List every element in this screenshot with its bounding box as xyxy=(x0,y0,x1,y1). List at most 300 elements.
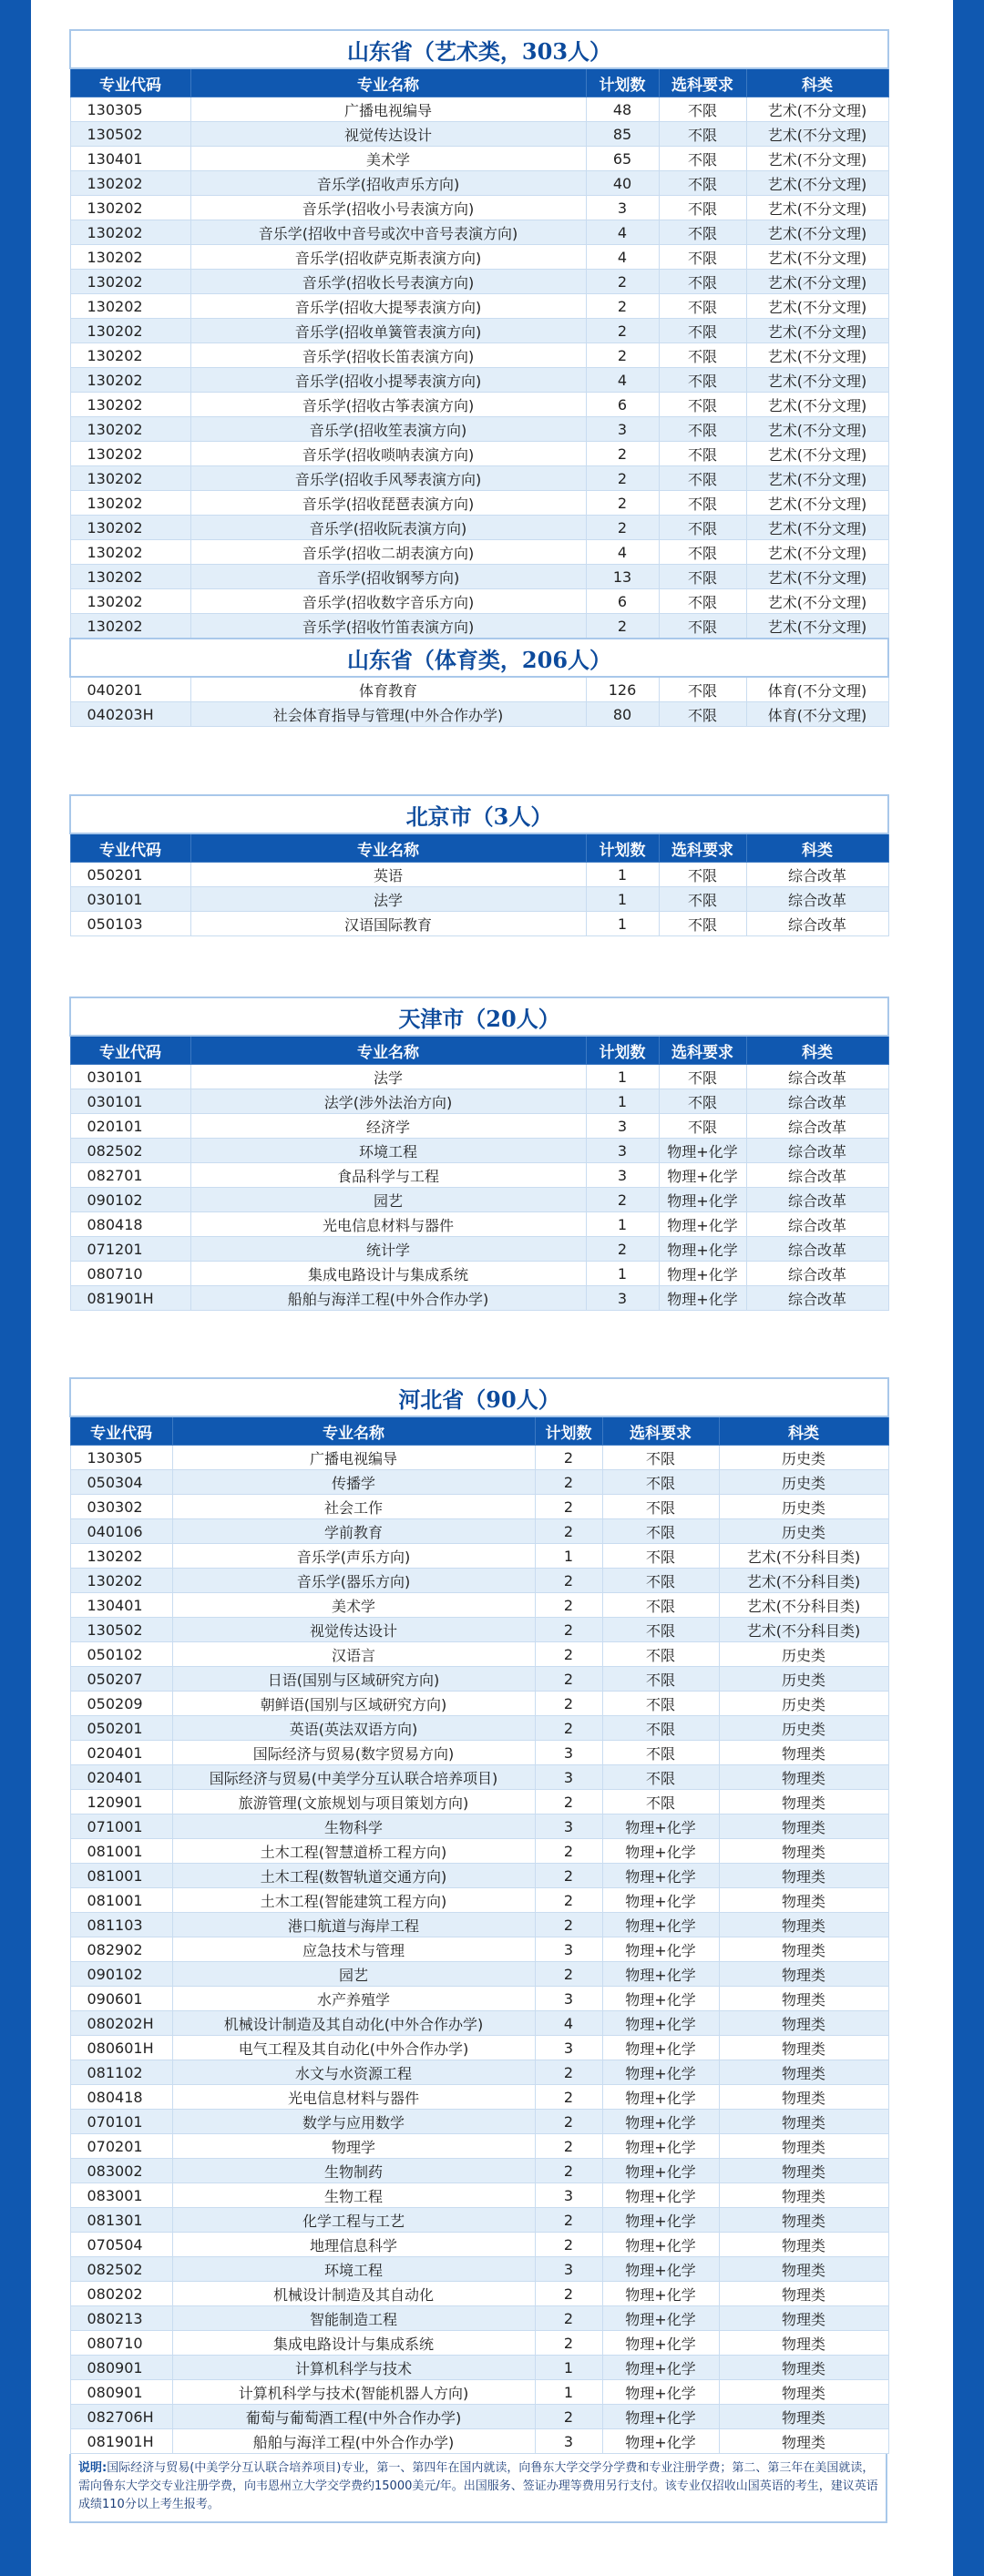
cell-code: 050209 xyxy=(70,1692,172,1716)
cell-req: 不限 xyxy=(659,863,746,887)
cell-plan: 2 xyxy=(535,2282,602,2306)
cell-req: 不限 xyxy=(659,1114,746,1139)
cell-cat: 综合改革 xyxy=(746,1188,888,1212)
header-req: 选科要求 xyxy=(659,833,746,863)
table-row xyxy=(70,1212,888,1237)
cell-code: 082502 xyxy=(70,2257,172,2282)
cell-req: 物理+化学 xyxy=(659,1139,746,1163)
cell-code: 130202 xyxy=(70,540,190,565)
cell-plan: 2 xyxy=(535,2060,602,2085)
cell-req: 物理+化学 xyxy=(602,2060,719,2085)
cell-plan: 2 xyxy=(586,1237,659,1262)
cell-name: 土木工程(智慧道桥工程方向) xyxy=(172,1839,535,1864)
cell-code: 130202 xyxy=(70,319,190,343)
cell-code: 020101 xyxy=(70,1114,190,1139)
cell-plan: 3 xyxy=(535,1987,602,2011)
cell-code: 080901 xyxy=(70,2356,172,2380)
cell-code: 080202 xyxy=(70,2282,172,2306)
header-code: 专业代码 xyxy=(70,68,190,97)
header-req: 选科要求 xyxy=(659,68,746,97)
cell-req: 不限 xyxy=(659,912,746,936)
cell-cat: 历史类 xyxy=(719,1716,888,1741)
cell-name: 社会工作 xyxy=(172,1495,535,1519)
cell-cat: 艺术(不分文理) xyxy=(746,368,888,393)
table-row xyxy=(70,1913,888,1937)
cell-code: 050201 xyxy=(70,1716,172,1741)
cell-req: 物理+化学 xyxy=(602,2085,719,2110)
cell-code: 130202 xyxy=(70,393,190,417)
cell-req: 不限 xyxy=(659,677,746,702)
cell-code: 030101 xyxy=(70,887,190,912)
cell-name: 学前教育 xyxy=(172,1519,535,1544)
cell-code: 050103 xyxy=(70,912,190,936)
cell-req: 不限 xyxy=(659,122,746,147)
cell-cat: 艺术(不分文理) xyxy=(746,343,888,368)
cell-plan: 2 xyxy=(535,2159,602,2183)
cell-req: 不限 xyxy=(602,1741,719,1765)
cell-name: 音乐学(招收唢呐表演方向) xyxy=(190,442,586,466)
cell-code: 040106 xyxy=(70,1519,172,1544)
cell-code: 130305 xyxy=(70,97,190,122)
cell-plan: 6 xyxy=(586,589,659,614)
cell-cat: 体育(不分文理) xyxy=(746,702,888,727)
cell-cat: 物理类 xyxy=(719,2257,888,2282)
cell-code: 130202 xyxy=(70,294,190,319)
cell-code: 040203H xyxy=(70,702,190,727)
table-row xyxy=(70,1569,888,1593)
cell-plan: 2 xyxy=(535,1667,602,1692)
section-title: 天津市（20人） xyxy=(70,997,888,1036)
section-title: 北京市（3人） xyxy=(70,795,888,833)
table-row xyxy=(70,1286,888,1311)
cell-req: 不限 xyxy=(659,245,746,270)
cell-code: 080710 xyxy=(70,2331,172,2356)
cell-cat: 艺术(不分文理) xyxy=(746,540,888,565)
admission-table-beijing xyxy=(69,794,889,936)
cell-req: 物理+化学 xyxy=(602,2134,719,2159)
cell-cat: 物理类 xyxy=(719,2183,888,2208)
cell-plan: 4 xyxy=(586,220,659,245)
cell-req: 不限 xyxy=(659,417,746,442)
cell-name: 环境工程 xyxy=(190,1139,586,1163)
cell-code: 082706H xyxy=(70,2405,172,2429)
cell-cat: 物理类 xyxy=(719,1864,888,1888)
cell-cat: 历史类 xyxy=(719,1446,888,1470)
cell-plan: 3 xyxy=(535,2183,602,2208)
table-row xyxy=(70,1519,888,1544)
cell-name: 体育教育 xyxy=(190,677,586,702)
cell-req: 物理+化学 xyxy=(602,2233,719,2257)
table-row xyxy=(70,540,888,565)
cell-name: 经济学 xyxy=(190,1114,586,1139)
table-row xyxy=(70,1139,888,1163)
cell-cat: 物理类 xyxy=(719,1913,888,1937)
cell-code: 130202 xyxy=(70,565,190,589)
cell-name: 集成电路设计与集成系统 xyxy=(172,2331,535,2356)
cell-cat: 历史类 xyxy=(719,1470,888,1495)
cell-req: 物理+化学 xyxy=(602,2159,719,2183)
cell-req: 不限 xyxy=(659,589,746,614)
cell-plan: 3 xyxy=(586,1286,659,1311)
header-cat: 科类 xyxy=(746,68,888,97)
cell-plan: 2 xyxy=(535,2110,602,2134)
section-title-row xyxy=(70,795,888,833)
notes xyxy=(69,2454,887,2523)
cell-name: 广播电视编导 xyxy=(190,97,586,122)
cell-req: 物理+化学 xyxy=(602,2257,719,2282)
header-plan: 计划数 xyxy=(535,1416,602,1446)
cell-plan: 2 xyxy=(586,343,659,368)
cell-name: 国际经济与贸易(数字贸易方向) xyxy=(172,1741,535,1765)
table-row xyxy=(70,368,888,393)
header-cat: 科类 xyxy=(746,1036,888,1065)
table-row xyxy=(70,442,888,466)
cell-code: 080418 xyxy=(70,1212,190,1237)
cell-cat: 历史类 xyxy=(719,1495,888,1519)
header-plan: 计划数 xyxy=(586,68,659,97)
cell-code: 020401 xyxy=(70,1765,172,1790)
cell-code: 070201 xyxy=(70,2134,172,2159)
cell-cat: 综合改革 xyxy=(746,1163,888,1188)
table-row xyxy=(70,1618,888,1642)
cell-name: 应急技术与管理 xyxy=(172,1937,535,1962)
header-row xyxy=(70,833,888,863)
cell-req: 物理+化学 xyxy=(659,1212,746,1237)
cell-code: 130202 xyxy=(70,466,190,491)
cell-cat: 艺术(不分文理) xyxy=(746,614,888,639)
cell-cat: 综合改革 xyxy=(746,1286,888,1311)
cell-name: 电气工程及其自动化(中外合作办学) xyxy=(172,2036,535,2060)
section-beijing xyxy=(69,794,887,936)
cell-code: 070101 xyxy=(70,2110,172,2134)
cell-req: 不限 xyxy=(659,702,746,727)
table-row xyxy=(70,1188,888,1212)
cell-name: 音乐学(招收竹笛表演方向) xyxy=(190,614,586,639)
cell-req: 物理+化学 xyxy=(602,1839,719,1864)
table-row xyxy=(70,2110,888,2134)
admission-table-tianjin xyxy=(69,997,889,1311)
cell-req: 不限 xyxy=(602,1495,719,1519)
table-row xyxy=(70,122,888,147)
cell-name: 朝鲜语(国别与区域研究方向) xyxy=(172,1692,535,1716)
cell-code: 081901H xyxy=(70,2429,172,2454)
header-req: 选科要求 xyxy=(659,1036,746,1065)
cell-cat: 艺术(不分文理) xyxy=(746,393,888,417)
cell-req: 不限 xyxy=(602,1544,719,1569)
cell-plan: 2 xyxy=(535,1864,602,1888)
cell-name: 英语(英法双语方向) xyxy=(172,1716,535,1741)
cell-name: 视觉传达设计 xyxy=(172,1618,535,1642)
table-row xyxy=(70,1962,888,1987)
table-row xyxy=(70,1987,888,2011)
cell-code: 071201 xyxy=(70,1237,190,1262)
table-row xyxy=(70,2282,888,2306)
table-row xyxy=(70,1446,888,1470)
table-row xyxy=(70,1839,888,1864)
cell-code: 130202 xyxy=(70,270,190,294)
cell-code: 080202H xyxy=(70,2011,172,2036)
cell-req: 物理+化学 xyxy=(602,2183,719,2208)
table-row xyxy=(70,1163,888,1188)
cell-name: 汉语言 xyxy=(172,1642,535,1667)
cell-cat: 艺术(不分文理) xyxy=(746,97,888,122)
cell-code: 130202 xyxy=(70,442,190,466)
table-row xyxy=(70,1814,888,1839)
cell-code: 120901 xyxy=(70,1790,172,1814)
cell-req: 物理+化学 xyxy=(659,1237,746,1262)
cell-code: 081103 xyxy=(70,1913,172,1937)
cell-plan: 3 xyxy=(586,417,659,442)
table-row xyxy=(70,589,888,614)
table-row xyxy=(70,1790,888,1814)
table-row xyxy=(70,2159,888,2183)
cell-name: 港口航道与海岸工程 xyxy=(172,1913,535,1937)
cell-name: 旅游管理(文旅规划与项目策划方向) xyxy=(172,1790,535,1814)
cell-code: 130202 xyxy=(70,1544,172,1569)
cell-cat: 艺术(不分文理) xyxy=(746,442,888,466)
table-row xyxy=(70,343,888,368)
cell-code: 050304 xyxy=(70,1470,172,1495)
cell-plan: 2 xyxy=(535,1593,602,1618)
cell-cat: 物理类 xyxy=(719,1987,888,2011)
cell-req: 不限 xyxy=(659,1089,746,1114)
cell-cat: 历史类 xyxy=(719,1642,888,1667)
cell-code: 050201 xyxy=(70,863,190,887)
cell-plan: 2 xyxy=(586,1188,659,1212)
cell-req: 物理+化学 xyxy=(602,2208,719,2233)
cell-name: 音乐学(声乐方向) xyxy=(172,1544,535,1569)
cell-name: 法学 xyxy=(190,1065,586,1089)
cell-code: 130202 xyxy=(70,1569,172,1593)
cell-req: 不限 xyxy=(659,393,746,417)
cell-cat: 物理类 xyxy=(719,1888,888,1913)
cell-req: 不限 xyxy=(659,466,746,491)
cell-code: 130202 xyxy=(70,245,190,270)
table-row xyxy=(70,270,888,294)
table-row xyxy=(70,1544,888,1569)
cell-req: 物理+化学 xyxy=(602,1864,719,1888)
cell-cat: 艺术(不分文理) xyxy=(746,491,888,516)
cell-req: 不限 xyxy=(659,147,746,171)
cell-req: 物理+化学 xyxy=(602,1987,719,2011)
cell-cat: 综合改革 xyxy=(746,1114,888,1139)
cell-code: 050207 xyxy=(70,1667,172,1692)
table-row xyxy=(70,863,888,887)
admission-table-shandong xyxy=(69,29,889,727)
cell-name: 音乐学(招收古筝表演方向) xyxy=(190,393,586,417)
cell-req: 不限 xyxy=(602,1618,719,1642)
cell-cat: 综合改革 xyxy=(746,1212,888,1237)
table-row xyxy=(70,1495,888,1519)
table-row xyxy=(70,2183,888,2208)
cell-code: 130202 xyxy=(70,171,190,196)
cell-req: 物理+化学 xyxy=(659,1262,746,1286)
cell-plan: 85 xyxy=(586,122,659,147)
cell-plan: 2 xyxy=(535,1790,602,1814)
cell-plan: 2 xyxy=(535,2331,602,2356)
cell-plan: 1 xyxy=(535,1544,602,1569)
cell-cat: 物理类 xyxy=(719,2060,888,2085)
table-row xyxy=(70,2380,888,2405)
cell-plan: 2 xyxy=(535,1446,602,1470)
cell-cat: 体育(不分文理) xyxy=(746,677,888,702)
table-row xyxy=(70,2429,888,2454)
table-row xyxy=(70,2405,888,2429)
cell-name: 物理学 xyxy=(172,2134,535,2159)
cell-code: 030101 xyxy=(70,1065,190,1089)
cell-name: 土木工程(数智轨道交通方向) xyxy=(172,1864,535,1888)
cell-name: 音乐学(招收笙表演方向) xyxy=(190,417,586,442)
cell-plan: 2 xyxy=(535,1913,602,1937)
cell-code: 030101 xyxy=(70,1089,190,1114)
cell-name: 园艺 xyxy=(190,1188,586,1212)
cell-cat: 物理类 xyxy=(719,2380,888,2405)
table-row xyxy=(70,565,888,589)
cell-plan: 2 xyxy=(535,2233,602,2257)
cell-plan: 4 xyxy=(586,368,659,393)
cell-name: 汉语国际教育 xyxy=(190,912,586,936)
cell-code: 130202 xyxy=(70,343,190,368)
header-name: 专业名称 xyxy=(172,1416,535,1446)
cell-plan: 3 xyxy=(535,2257,602,2282)
table-row xyxy=(70,677,888,702)
table-row xyxy=(70,1114,888,1139)
cell-name: 音乐学(招收数字音乐方向) xyxy=(190,589,586,614)
table-row xyxy=(70,2331,888,2356)
cell-plan: 2 xyxy=(535,1839,602,1864)
section-title: 山东省（体育类，206人） xyxy=(70,639,888,677)
cell-name: 生物工程 xyxy=(172,2183,535,2208)
cell-req: 物理+化学 xyxy=(602,2110,719,2134)
cell-name: 传播学 xyxy=(172,1470,535,1495)
table-row xyxy=(70,1741,888,1765)
header-name: 专业名称 xyxy=(190,1036,586,1065)
cell-cat: 艺术(不分科目类) xyxy=(719,1618,888,1642)
cell-cat: 物理类 xyxy=(719,2011,888,2036)
cell-name: 音乐学(招收阮表演方向) xyxy=(190,516,586,540)
cell-req: 不限 xyxy=(659,97,746,122)
header-name: 专业名称 xyxy=(190,833,586,863)
cell-cat: 物理类 xyxy=(719,2036,888,2060)
cell-name: 音乐学(招收小提琴表演方向) xyxy=(190,368,586,393)
table-row xyxy=(70,393,888,417)
cell-name: 光电信息材料与器件 xyxy=(172,2085,535,2110)
cell-plan: 6 xyxy=(586,393,659,417)
cell-req: 物理+化学 xyxy=(602,2306,719,2331)
cell-req: 不限 xyxy=(659,442,746,466)
cell-name: 生物制药 xyxy=(172,2159,535,2183)
cell-plan: 2 xyxy=(586,516,659,540)
cell-req: 不限 xyxy=(659,368,746,393)
cell-cat: 艺术(不分文理) xyxy=(746,270,888,294)
cell-code: 130202 xyxy=(70,220,190,245)
cell-cat: 综合改革 xyxy=(746,887,888,912)
cell-cat: 艺术(不分文理) xyxy=(746,589,888,614)
section-title-row xyxy=(70,639,888,677)
cell-req: 物理+化学 xyxy=(602,1937,719,1962)
cell-plan: 3 xyxy=(586,1163,659,1188)
cell-plan: 4 xyxy=(586,540,659,565)
header-name: 专业名称 xyxy=(190,68,586,97)
cell-code: 070504 xyxy=(70,2233,172,2257)
admission-table-hebei xyxy=(69,1377,889,2454)
cell-cat: 物理类 xyxy=(719,2085,888,2110)
cell-plan: 2 xyxy=(535,1716,602,1741)
cell-code: 080710 xyxy=(70,1262,190,1286)
cell-name: 音乐学(招收中音号或次中音号表演方向) xyxy=(190,220,586,245)
cell-name: 音乐学(招收萨克斯表演方向) xyxy=(190,245,586,270)
cell-code: 130202 xyxy=(70,417,190,442)
header-row xyxy=(70,1036,888,1065)
cell-name: 水文与水资源工程 xyxy=(172,2060,535,2085)
cell-cat: 物理类 xyxy=(719,2306,888,2331)
cell-name: 地理信息科学 xyxy=(172,2233,535,2257)
cell-plan: 13 xyxy=(586,565,659,589)
cell-name: 土木工程(智能建筑工程方向) xyxy=(172,1888,535,1913)
cell-name: 计算机科学与技术(智能机器人方向) xyxy=(172,2380,535,2405)
cell-code: 130305 xyxy=(70,1446,172,1470)
cell-cat: 艺术(不分文理) xyxy=(746,417,888,442)
cell-req: 不限 xyxy=(602,1593,719,1618)
table-row xyxy=(70,466,888,491)
cell-cat: 物理类 xyxy=(719,1937,888,1962)
cell-req: 不限 xyxy=(602,1519,719,1544)
cell-code: 050102 xyxy=(70,1642,172,1667)
cell-cat: 历史类 xyxy=(719,1519,888,1544)
cell-name: 智能制造工程 xyxy=(172,2306,535,2331)
table-row xyxy=(70,97,888,122)
cell-plan: 2 xyxy=(535,1495,602,1519)
cell-plan: 3 xyxy=(586,196,659,220)
header-plan: 计划数 xyxy=(586,1036,659,1065)
cell-plan: 2 xyxy=(535,2208,602,2233)
cell-plan: 2 xyxy=(535,1519,602,1544)
table-row xyxy=(70,1692,888,1716)
cell-plan: 126 xyxy=(586,677,659,702)
section-title: 河北省（90人） xyxy=(70,1378,888,1416)
cell-req: 不限 xyxy=(659,171,746,196)
cell-plan: 3 xyxy=(586,1114,659,1139)
cell-plan: 3 xyxy=(535,1765,602,1790)
cell-req: 不限 xyxy=(659,565,746,589)
cell-cat: 物理类 xyxy=(719,2110,888,2134)
cell-req: 不限 xyxy=(659,887,746,912)
cell-plan: 2 xyxy=(535,2134,602,2159)
cell-plan: 2 xyxy=(535,2085,602,2110)
cell-cat: 综合改革 xyxy=(746,1262,888,1286)
cell-plan: 3 xyxy=(535,1741,602,1765)
cell-cat: 综合改革 xyxy=(746,912,888,936)
cell-code: 080901 xyxy=(70,2380,172,2405)
cell-req: 不限 xyxy=(602,1642,719,1667)
cell-plan: 2 xyxy=(535,1470,602,1495)
table-row xyxy=(70,1864,888,1888)
header-row xyxy=(70,68,888,97)
cell-plan: 1 xyxy=(586,863,659,887)
table-row xyxy=(70,2208,888,2233)
cell-name: 视觉传达设计 xyxy=(190,122,586,147)
cell-req: 不限 xyxy=(659,1065,746,1089)
table-row xyxy=(70,171,888,196)
cell-cat: 物理类 xyxy=(719,1741,888,1765)
table-row xyxy=(70,2060,888,2085)
cell-code: 130401 xyxy=(70,147,190,171)
cell-code: 083001 xyxy=(70,2183,172,2208)
cell-code: 081001 xyxy=(70,1864,172,1888)
cell-plan: 1 xyxy=(586,1212,659,1237)
cell-plan: 1 xyxy=(535,2380,602,2405)
table-row xyxy=(70,2356,888,2380)
